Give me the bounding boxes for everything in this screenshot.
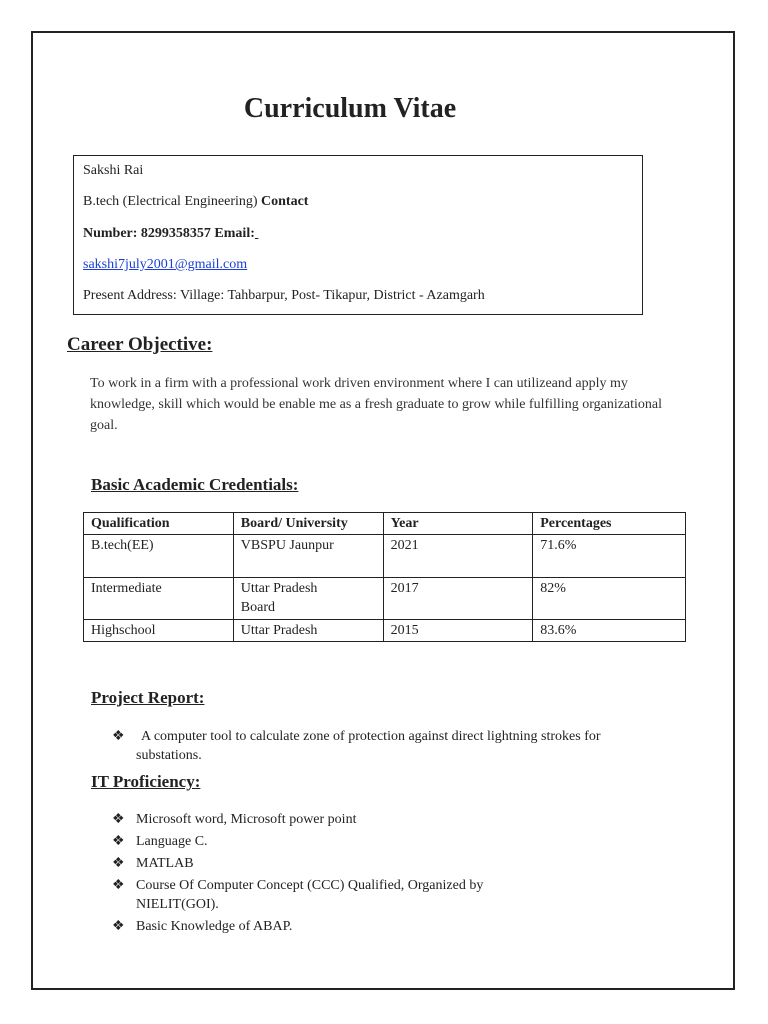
table-cell: Intermediate [84, 578, 234, 620]
list-item [112, 854, 532, 873]
table-cell: 2015 [383, 620, 533, 642]
list-item-text: Basic Knowledge of ABAP. [136, 919, 293, 934]
table-cell: 82% [533, 578, 686, 620]
page-title: Curriculum Vitae [243, 93, 457, 124]
academic-table [83, 512, 686, 642]
table-cell: Uttar Pradesh Board [233, 578, 383, 620]
table-cell: VBSPU Jaunpur [233, 535, 383, 578]
list-item [112, 832, 532, 851]
it-list [112, 810, 532, 936]
number-label: Number: 8299358357 Email: [83, 226, 255, 241]
column-header: Board/ University [233, 513, 383, 535]
list-item-text: Course Of Computer Concept (CCC) Qualified, Organized by NIELIT(GOI). [136, 878, 484, 912]
table-cell: Uttar Pradesh [233, 620, 383, 642]
career-objective-heading: Career Objective: [67, 334, 213, 355]
contact-degree-line [83, 194, 308, 210]
contact-address: Present Address: Village: Tahbarpur, Post- Tikapur, District - Azamgarh [83, 288, 485, 303]
column-header: Qualification [84, 513, 234, 535]
it-heading: IT Proficiency: [91, 772, 201, 791]
contact-label: Contact [261, 194, 309, 209]
list-item-text: A computer tool to calculate zone of protection against direct lightning strokes for substations. [136, 729, 601, 763]
table-cell: 2021 [383, 535, 533, 578]
project-heading: Project Report: [91, 688, 205, 707]
degree: B.tech (Electrical Engineering) [83, 194, 258, 209]
diamond-bullet-icon: ❖ [112, 919, 125, 934]
table-cell: 71.6% [533, 535, 686, 578]
table-row [84, 578, 686, 620]
contact-box [73, 155, 643, 315]
column-header: Year [383, 513, 533, 535]
table-cell: 83.6% [533, 620, 686, 642]
table-cell: B.tech(EE) [84, 535, 234, 578]
list-item-text: Microsoft word, Microsoft power point [136, 812, 357, 827]
diamond-bullet-icon: ❖ [112, 729, 125, 744]
list-item [112, 810, 532, 829]
table-row [84, 620, 686, 642]
contact-name: Sakshi Rai [83, 163, 144, 178]
project-list [112, 727, 622, 765]
academic-heading: Basic Academic Credentials: [91, 475, 299, 494]
list-item [112, 917, 532, 936]
list-item [112, 876, 532, 914]
contact-email-line [83, 257, 247, 273]
list-item [112, 727, 622, 765]
list-item-text: Language C. [136, 834, 208, 849]
contact-number-line [83, 226, 258, 242]
email-underline-gap [255, 226, 259, 241]
list-item-text: MATLAB [136, 856, 194, 871]
email-link[interactable]: sakshi7july2001@gmail.com [83, 257, 248, 272]
diamond-bullet-icon: ❖ [112, 834, 125, 849]
diamond-bullet-icon: ❖ [112, 856, 125, 871]
diamond-bullet-icon: ❖ [112, 878, 125, 893]
table-cell: Highschool [84, 620, 234, 642]
table-header-row [84, 513, 686, 535]
diamond-bullet-icon: ❖ [112, 812, 125, 827]
table-cell: 2017 [383, 578, 533, 620]
table-row [84, 535, 686, 578]
column-header: Percentages [533, 513, 686, 535]
career-objective-text: To work in a firm with a professional work driven environment where I can utilizeand apply my knowledge, skill which would be enable me as a fresh graduate to grow while fulfilling organizational goal. [90, 376, 663, 433]
